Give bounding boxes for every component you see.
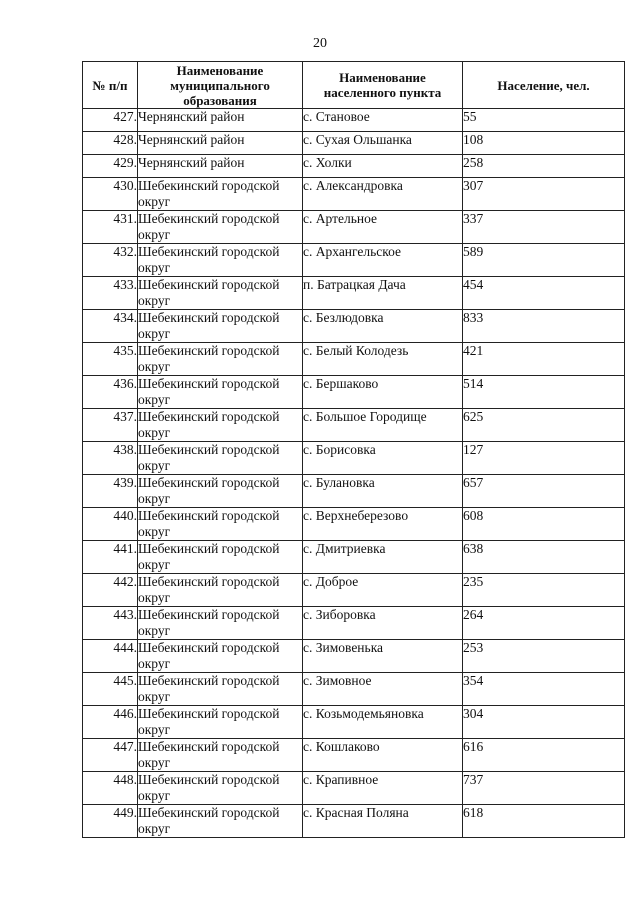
row-number: 443. xyxy=(83,607,138,640)
table-row xyxy=(83,244,625,277)
row-number: 429. xyxy=(83,155,138,178)
row-population: 589 xyxy=(463,244,625,277)
row-municipality: Шебекинский городской округ xyxy=(138,772,303,805)
row-settlement: с. Верхнеберезово xyxy=(303,508,463,541)
row-number: 439. xyxy=(83,475,138,508)
row-settlement: с. Бершаково xyxy=(303,376,463,409)
row-municipality: Шебекинский городской округ xyxy=(138,178,303,211)
row-settlement: с. Доброе xyxy=(303,574,463,607)
table-row xyxy=(83,772,625,805)
row-number: 442. xyxy=(83,574,138,607)
row-settlement: с. Холки xyxy=(303,155,463,178)
row-population: 304 xyxy=(463,706,625,739)
row-settlement: с. Борисовка xyxy=(303,442,463,475)
row-number: 427. xyxy=(83,109,138,132)
row-population: 657 xyxy=(463,475,625,508)
row-population: 618 xyxy=(463,805,625,838)
row-municipality: Шебекинский городской округ xyxy=(138,508,303,541)
row-municipality: Шебекинский городской округ xyxy=(138,739,303,772)
row-municipality: Шебекинский городской округ xyxy=(138,310,303,343)
row-settlement: с. Зимовное xyxy=(303,673,463,706)
row-population: 235 xyxy=(463,574,625,607)
table-header-row xyxy=(83,62,625,109)
row-settlement: с. Зиборовка xyxy=(303,607,463,640)
row-municipality: Шебекинский городской округ xyxy=(138,343,303,376)
row-population: 264 xyxy=(463,607,625,640)
table-row xyxy=(83,607,625,640)
row-number: 441. xyxy=(83,541,138,574)
row-number: 446. xyxy=(83,706,138,739)
row-municipality: Чернянский район xyxy=(138,132,303,155)
row-municipality: Шебекинский городской округ xyxy=(138,409,303,442)
row-population: 258 xyxy=(463,155,625,178)
row-municipality: Чернянский район xyxy=(138,155,303,178)
row-municipality: Шебекинский городской округ xyxy=(138,475,303,508)
table-row xyxy=(83,574,625,607)
row-number: 438. xyxy=(83,442,138,475)
row-population: 514 xyxy=(463,376,625,409)
row-settlement: с. Булановка xyxy=(303,475,463,508)
row-number: 432. xyxy=(83,244,138,277)
row-settlement: с. Кошлаково xyxy=(303,739,463,772)
row-settlement: с. Белый Колодезь xyxy=(303,343,463,376)
table-row xyxy=(83,508,625,541)
row-municipality: Шебекинский городской округ xyxy=(138,640,303,673)
row-population: 127 xyxy=(463,442,625,475)
row-number: 447. xyxy=(83,739,138,772)
row-population: 625 xyxy=(463,409,625,442)
row-number: 444. xyxy=(83,640,138,673)
table-row xyxy=(83,442,625,475)
header-municipality: Наименование муниципального образования xyxy=(138,62,303,109)
row-settlement: с. Большое Городище xyxy=(303,409,463,442)
row-population: 307 xyxy=(463,178,625,211)
row-municipality: Шебекинский городской округ xyxy=(138,673,303,706)
table-row xyxy=(83,376,625,409)
header-population: Население, чел. xyxy=(463,62,625,109)
row-municipality: Шебекинский городской округ xyxy=(138,706,303,739)
table-row xyxy=(83,343,625,376)
row-number: 428. xyxy=(83,132,138,155)
row-population: 608 xyxy=(463,508,625,541)
row-population: 737 xyxy=(463,772,625,805)
table-row xyxy=(83,109,625,132)
row-settlement: с. Козьмодемьяновка xyxy=(303,706,463,739)
row-municipality: Чернянский район xyxy=(138,109,303,132)
row-population: 108 xyxy=(463,132,625,155)
row-settlement: с. Артельное xyxy=(303,211,463,244)
table-row xyxy=(83,673,625,706)
row-settlement: с. Сухая Ольшанка xyxy=(303,132,463,155)
settlements-table xyxy=(82,61,625,838)
row-settlement: с. Зимовенька xyxy=(303,640,463,673)
row-population: 454 xyxy=(463,277,625,310)
table-row xyxy=(83,640,625,673)
row-municipality: Шебекинский городской округ xyxy=(138,376,303,409)
row-population: 616 xyxy=(463,739,625,772)
row-population: 55 xyxy=(463,109,625,132)
row-settlement: с. Становое xyxy=(303,109,463,132)
row-number: 445. xyxy=(83,673,138,706)
row-municipality: Шебекинский городской округ xyxy=(138,442,303,475)
row-number: 449. xyxy=(83,805,138,838)
row-number: 433. xyxy=(83,277,138,310)
row-settlement: с. Красная Поляна xyxy=(303,805,463,838)
row-municipality: Шебекинский городской округ xyxy=(138,607,303,640)
row-population: 337 xyxy=(463,211,625,244)
table-row xyxy=(83,155,625,178)
row-number: 436. xyxy=(83,376,138,409)
header-number: № п/п xyxy=(83,62,138,109)
row-settlement: с. Архангельское xyxy=(303,244,463,277)
table-row xyxy=(83,475,625,508)
table-row xyxy=(83,277,625,310)
row-settlement: с. Дмитриевка xyxy=(303,541,463,574)
table-row xyxy=(83,739,625,772)
table-row xyxy=(83,132,625,155)
table-row xyxy=(83,310,625,343)
row-settlement: с. Крапивное xyxy=(303,772,463,805)
row-number: 430. xyxy=(83,178,138,211)
table-row xyxy=(83,706,625,739)
row-number: 434. xyxy=(83,310,138,343)
row-settlement: с. Александровка xyxy=(303,178,463,211)
row-municipality: Шебекинский городской округ xyxy=(138,805,303,838)
row-number: 448. xyxy=(83,772,138,805)
page-number: 20 xyxy=(313,36,327,51)
table-row xyxy=(83,805,625,838)
row-settlement: с. Безлюдовка xyxy=(303,310,463,343)
row-number: 437. xyxy=(83,409,138,442)
row-number: 435. xyxy=(83,343,138,376)
table-row xyxy=(83,211,625,244)
row-number: 431. xyxy=(83,211,138,244)
row-population: 638 xyxy=(463,541,625,574)
row-population: 354 xyxy=(463,673,625,706)
row-population: 421 xyxy=(463,343,625,376)
row-municipality: Шебекинский городской округ xyxy=(138,541,303,574)
header-settlement: Наименование населенного пункта xyxy=(303,62,463,109)
row-population: 833 xyxy=(463,310,625,343)
row-number: 440. xyxy=(83,508,138,541)
row-population: 253 xyxy=(463,640,625,673)
row-settlement: п. Батрацкая Дача xyxy=(303,277,463,310)
row-municipality: Шебекинский городской округ xyxy=(138,211,303,244)
table-row xyxy=(83,178,625,211)
table-row xyxy=(83,409,625,442)
row-municipality: Шебекинский городской округ xyxy=(138,277,303,310)
row-municipality: Шебекинский городской округ xyxy=(138,574,303,607)
row-municipality: Шебекинский городской округ xyxy=(138,244,303,277)
table-row xyxy=(83,541,625,574)
